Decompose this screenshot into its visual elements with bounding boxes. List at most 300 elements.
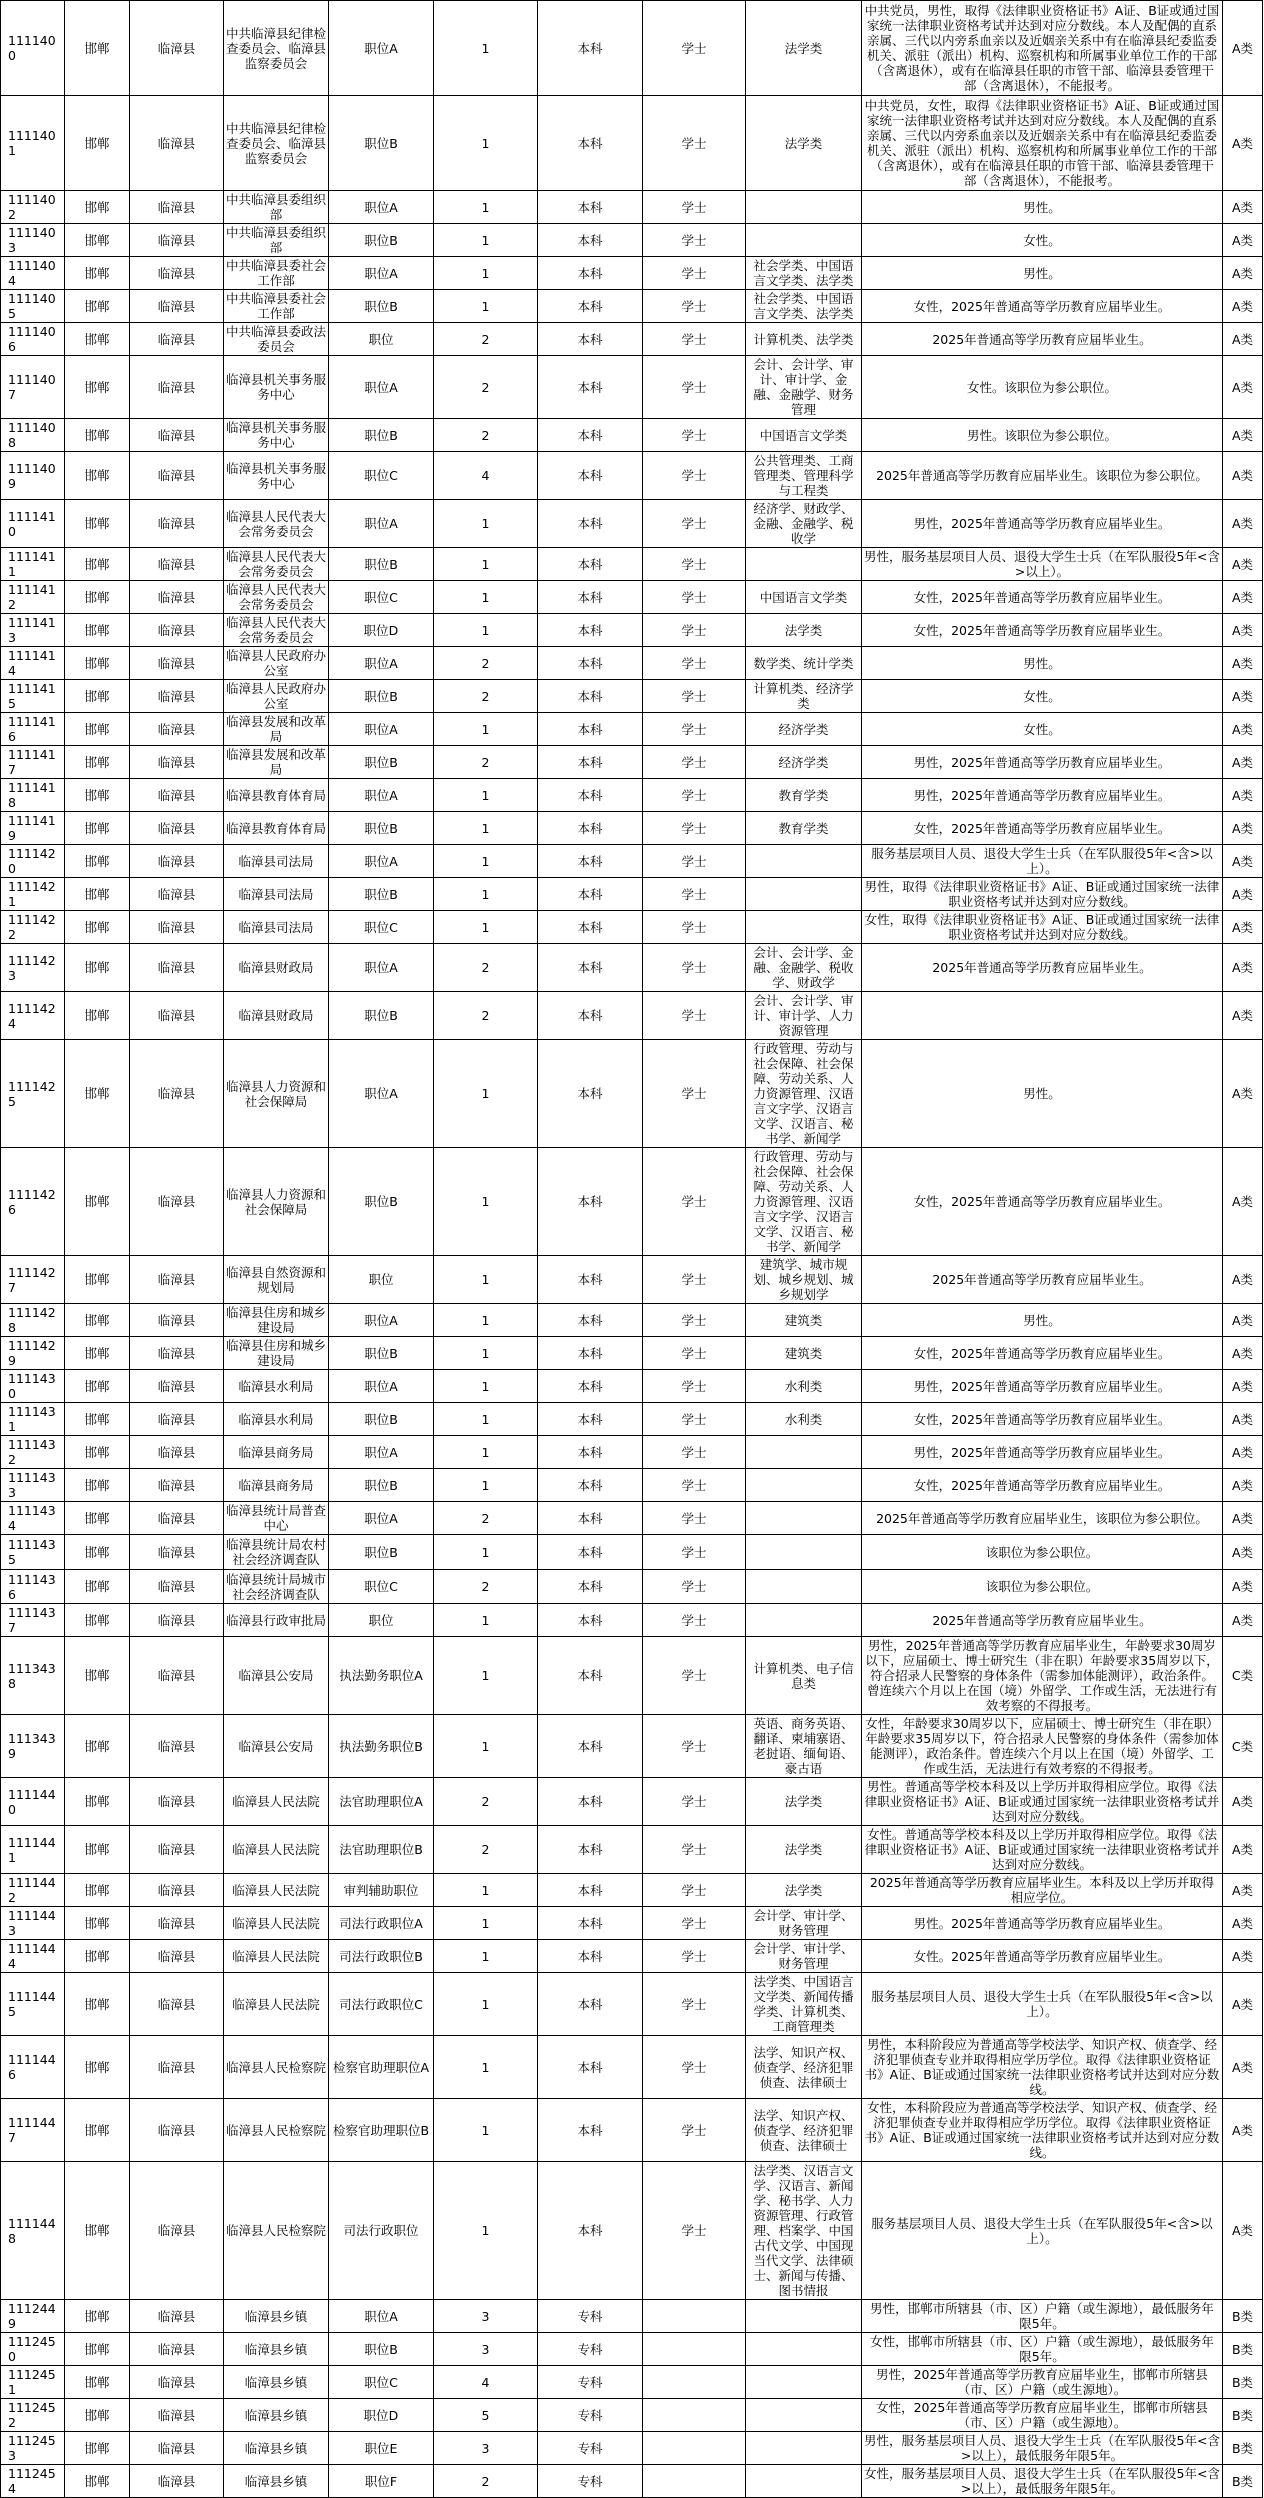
major-cell: 建筑类: [746, 1304, 862, 1337]
education-cell: 本科: [538, 779, 643, 812]
county-cell: 临漳县: [130, 1502, 224, 1535]
county-cell: 临漳县: [130, 452, 224, 500]
position-code-cell: 1111447: [1, 2099, 65, 2162]
city-cell: 邯郸: [65, 2465, 130, 2498]
requirements-cell: 2025年普通高等学历教育应届毕业生，该职位为参公职位。: [862, 1502, 1223, 1535]
recruit-count-cell: 1: [434, 548, 538, 581]
city-cell: 邯郸: [65, 1637, 130, 1715]
city-cell: 邯郸: [65, 1826, 130, 1874]
recruit-count-cell: 2: [434, 419, 538, 452]
recruit-count-cell: 1: [434, 845, 538, 878]
requirements-cell: 女性，本科阶段应为普通高等学校法学、知识产权、侦查学、经济犯罪侦查专业并取得相应学历学位。取得《法律职业资格证书》A证、B证或通过国家统一法律职业资格考试并达到对应分数线。: [862, 2099, 1223, 2162]
position-name-cell: 司法行政职位C: [329, 1973, 434, 2036]
education-cell: 本科: [538, 1370, 643, 1403]
employer-cell: 临漳县乡镇: [224, 2366, 329, 2399]
requirements-cell: 男性。: [862, 257, 1223, 290]
degree-cell: 学士: [643, 419, 746, 452]
position-code-cell: 1111431: [1, 1403, 65, 1436]
position-code-cell: 1111420: [1, 845, 65, 878]
education-cell: 本科: [538, 2036, 643, 2099]
county-cell: 临漳县: [130, 356, 224, 419]
exam-category-cell: A类: [1223, 1940, 1263, 1973]
county-cell: 临漳县: [130, 2036, 224, 2099]
major-cell: 社会学类、中国语言文学类、法学类: [746, 257, 862, 290]
position-code-cell: 1111425: [1, 1040, 65, 1148]
table-row: [1, 452, 1263, 500]
position-code-cell: 1111446: [1, 2036, 65, 2099]
city-cell: 邯郸: [65, 746, 130, 779]
recruit-count-cell: 1: [434, 1403, 538, 1436]
requirements-cell: 2025年普通高等学历教育应届毕业生。: [862, 323, 1223, 356]
recruit-count-cell: 1: [434, 290, 538, 323]
exam-category-cell: A类: [1223, 1148, 1263, 1256]
exam-category-cell: A类: [1223, 356, 1263, 419]
major-cell: 建筑学、城市规划、城乡规划、城乡规划学: [746, 1256, 862, 1304]
county-cell: 临漳县: [130, 191, 224, 224]
employer-cell: 中共临漳县委组织部: [224, 191, 329, 224]
table-row: [1, 290, 1263, 323]
table-row: [1, 2366, 1263, 2399]
position-name-cell: 职位B: [329, 1535, 434, 1570]
education-cell: 本科: [538, 452, 643, 500]
exam-category-cell: A类: [1223, 878, 1263, 911]
employer-cell: 临漳县乡镇: [224, 2399, 329, 2432]
requirements-cell: 男性，2025年普通高等学历教育应届毕业生。: [862, 1370, 1223, 1403]
education-cell: 本科: [538, 257, 643, 290]
position-name-cell: 职位B: [329, 992, 434, 1040]
position-name-cell: 职位B: [329, 290, 434, 323]
table-row: [1, 2432, 1263, 2465]
position-name-cell: 职位C: [329, 911, 434, 944]
table-row: [1, 1535, 1263, 1570]
education-cell: 本科: [538, 290, 643, 323]
position-code-cell: 1111413: [1, 614, 65, 647]
employer-cell: 中共临漳县委组织部: [224, 224, 329, 257]
position-code-cell: 1111422: [1, 911, 65, 944]
education-cell: 本科: [538, 1, 643, 96]
county-cell: 临漳县: [130, 1973, 224, 2036]
county-cell: 临漳县: [130, 845, 224, 878]
position-code-cell: 1111423: [1, 944, 65, 992]
city-cell: 邯郸: [65, 96, 130, 191]
table-row: [1, 1148, 1263, 1256]
position-name-cell: 司法行政职位A: [329, 1907, 434, 1940]
exam-category-cell: A类: [1223, 581, 1263, 614]
table-row: [1, 2399, 1263, 2432]
recruit-count-cell: 2: [434, 680, 538, 713]
position-code-cell: 1111401: [1, 96, 65, 191]
exam-category-cell: A类: [1223, 779, 1263, 812]
education-cell: 本科: [538, 1337, 643, 1370]
table-row: [1, 96, 1263, 191]
requirements-cell: 中共党员，女性，取得《法律职业资格证书》A证、B证或通过国家统一法律职业资格考试并达到对应分数线。本人及配偶的直系亲属、三代以内旁系血亲以及近姻亲关系中有在临漳县纪委监委机关、派驻（派出）机构、巡察机构和所属事业单位工作的干部（含离退休），或有在临漳县任职的市管干部、临漳县委管理干部（含离退休），不能报考。: [862, 96, 1223, 191]
employer-cell: 临漳县司法局: [224, 845, 329, 878]
recruit-count-cell: 5: [434, 2399, 538, 2432]
major-cell: [746, 878, 862, 911]
table-row: [1, 224, 1263, 257]
position-code-cell: 1111442: [1, 1874, 65, 1907]
county-cell: 临漳县: [130, 2162, 224, 2300]
county-cell: 临漳县: [130, 1874, 224, 1907]
table-row: [1, 1604, 1263, 1637]
employer-cell: 临漳县公安局: [224, 1715, 329, 1778]
requirements-cell: 男性。: [862, 1304, 1223, 1337]
table-row: [1, 1256, 1263, 1304]
county-cell: 临漳县: [130, 419, 224, 452]
city-cell: 邯郸: [65, 1337, 130, 1370]
education-cell: 本科: [538, 1040, 643, 1148]
employer-cell: 临漳县乡镇: [224, 2333, 329, 2366]
employer-cell: 临漳县机关事务服务中心: [224, 419, 329, 452]
degree-cell: 学士: [643, 1874, 746, 1907]
county-cell: 临漳县: [130, 1337, 224, 1370]
major-cell: 行政管理、劳动与社会保障、社会保障、劳动关系、人力资源管理、汉语言文字学、汉语言文学、汉语言、秘书学、新闻学: [746, 1040, 862, 1148]
employer-cell: 临漳县乡镇: [224, 2300, 329, 2333]
position-name-cell: 审判辅助职位: [329, 1874, 434, 1907]
employer-cell: 临漳县发展和改革局: [224, 746, 329, 779]
county-cell: 临漳县: [130, 614, 224, 647]
exam-category-cell: A类: [1223, 191, 1263, 224]
employer-cell: 临漳县人民法院: [224, 1826, 329, 1874]
position-name-cell: 职位: [329, 1256, 434, 1304]
recruit-count-cell: 1: [434, 1148, 538, 1256]
position-code-cell: 1111400: [1, 1, 65, 96]
recruit-count-cell: 1: [434, 1, 538, 96]
county-cell: 临漳县: [130, 323, 224, 356]
county-cell: 临漳县: [130, 1040, 224, 1148]
degree-cell: 学士: [643, 191, 746, 224]
requirements-cell: 女性，2025年普通高等学历教育应届毕业生。: [862, 1148, 1223, 1256]
requirements-cell: 女性。: [862, 224, 1223, 257]
requirements-cell: 男性，2025年普通高等学历教育应届毕业生。: [862, 500, 1223, 548]
degree-cell: 学士: [643, 944, 746, 992]
recruit-count-cell: 1: [434, 96, 538, 191]
employer-cell: 临漳县机关事务服务中心: [224, 356, 329, 419]
exam-category-cell: A类: [1223, 1040, 1263, 1148]
position-code-cell: 1113438: [1, 1637, 65, 1715]
degree-cell: 学士: [643, 1502, 746, 1535]
major-cell: [746, 2333, 862, 2366]
position-code-cell: 1111424: [1, 992, 65, 1040]
recruit-count-cell: 1: [434, 1715, 538, 1778]
exam-category-cell: A类: [1223, 323, 1263, 356]
degree-cell: 学士: [643, 224, 746, 257]
requirements-cell: 男性。该职位为参公职位。: [862, 419, 1223, 452]
county-cell: 临漳县: [130, 1940, 224, 1973]
employer-cell: 中共临漳县纪律检查委员会、临漳县监察委员会: [224, 1, 329, 96]
table-row: [1, 1778, 1263, 1826]
recruit-count-cell: 1: [434, 1973, 538, 2036]
major-cell: [746, 1502, 862, 1535]
county-cell: 临漳县: [130, 96, 224, 191]
city-cell: 邯郸: [65, 779, 130, 812]
education-cell: 本科: [538, 614, 643, 647]
degree-cell: 学士: [643, 96, 746, 191]
employer-cell: 临漳县教育体育局: [224, 779, 329, 812]
major-cell: 中国语言文学类: [746, 419, 862, 452]
requirements-cell: 女性。该职位为参公职位。: [862, 356, 1223, 419]
county-cell: 临漳县: [130, 224, 224, 257]
city-cell: 邯郸: [65, 2099, 130, 2162]
position-name-cell: 职位A: [329, 1436, 434, 1469]
city-cell: 邯郸: [65, 1040, 130, 1148]
requirements-cell: 男性，2025年普通高等学历教育应届毕业生。: [862, 1436, 1223, 1469]
recruit-count-cell: 1: [434, 257, 538, 290]
major-cell: 法学、知识产权、侦查学、经济犯罪侦查、法律硕士: [746, 2099, 862, 2162]
exam-category-cell: A类: [1223, 614, 1263, 647]
degree-cell: 学士: [643, 1469, 746, 1502]
exam-category-cell: A类: [1223, 1403, 1263, 1436]
table-row: [1, 647, 1263, 680]
table-row: [1, 1907, 1263, 1940]
education-cell: 专科: [538, 2366, 643, 2399]
requirements-cell: 女性，2025年普通高等学历教育应届毕业生。: [862, 581, 1223, 614]
county-cell: 临漳县: [130, 878, 224, 911]
exam-category-cell: A类: [1223, 1874, 1263, 1907]
exam-category-cell: C类: [1223, 1715, 1263, 1778]
exam-category-cell: A类: [1223, 548, 1263, 581]
degree-cell: [643, 2366, 746, 2399]
major-cell: [746, 845, 862, 878]
position-code-cell: 1111405: [1, 290, 65, 323]
education-cell: 本科: [538, 1778, 643, 1826]
education-cell: 本科: [538, 1715, 643, 1778]
exam-category-cell: A类: [1223, 1778, 1263, 1826]
city-cell: 邯郸: [65, 1535, 130, 1570]
position-name-cell: 法官助理职位B: [329, 1826, 434, 1874]
position-code-cell: 1111440: [1, 1778, 65, 1826]
recruit-count-cell: 2: [434, 1826, 538, 1874]
table-row: [1, 680, 1263, 713]
position-name-cell: 职位B: [329, 1337, 434, 1370]
table-row: [1, 1973, 1263, 2036]
employer-cell: 临漳县人民检察院: [224, 2099, 329, 2162]
education-cell: 专科: [538, 2465, 643, 2498]
position-name-cell: 职位A: [329, 1, 434, 96]
exam-category-cell: A类: [1223, 911, 1263, 944]
requirements-cell: 男性，服务基层项目人员、退役大学生士兵（在军队服役5年<含>以上）。: [862, 548, 1223, 581]
county-cell: 临漳县: [130, 500, 224, 548]
recruit-count-cell: 1: [434, 2162, 538, 2300]
county-cell: 临漳县: [130, 290, 224, 323]
position-name-cell: 职位B: [329, 1469, 434, 1502]
city-cell: 邯郸: [65, 1436, 130, 1469]
recruit-count-cell: 2: [434, 356, 538, 419]
recruit-count-cell: 2: [434, 944, 538, 992]
recruit-count-cell: 2: [434, 1570, 538, 1604]
requirements-cell: 2025年普通高等学历教育应届毕业生。该职位为参公职位。: [862, 452, 1223, 500]
employer-cell: 临漳县行政审批局: [224, 1604, 329, 1637]
degree-cell: 学士: [643, 878, 746, 911]
table-row: [1, 1715, 1263, 1778]
city-cell: 邯郸: [65, 1304, 130, 1337]
education-cell: 本科: [538, 1874, 643, 1907]
table-row: [1, 1337, 1263, 1370]
recruit-count-cell: 1: [434, 1469, 538, 1502]
employer-cell: 临漳县住房和城乡建设局: [224, 1304, 329, 1337]
degree-cell: 学士: [643, 2099, 746, 2162]
position-code-cell: 1111409: [1, 452, 65, 500]
recruit-count-cell: 1: [434, 500, 538, 548]
major-cell: 水利类: [746, 1403, 862, 1436]
recruit-count-cell: 4: [434, 452, 538, 500]
recruit-count-cell: 1: [434, 1874, 538, 1907]
recruit-count-cell: 1: [434, 1436, 538, 1469]
city-cell: 邯郸: [65, 944, 130, 992]
county-cell: 临漳县: [130, 1907, 224, 1940]
position-code-cell: 1111441: [1, 1826, 65, 1874]
county-cell: 临漳县: [130, 548, 224, 581]
requirements-cell: 女性。普通高等学校本科及以上学历并取得相应学位。取得《法律职业资格证书》A证、B证或通过国家统一法律职业资格考试并达到对应分数线。: [862, 1826, 1223, 1874]
degree-cell: 学士: [643, 1148, 746, 1256]
exam-category-cell: A类: [1223, 944, 1263, 992]
employer-cell: 临漳县统计局农村社会经济调查队: [224, 1535, 329, 1570]
county-cell: 临漳县: [130, 680, 224, 713]
county-cell: 临漳县: [130, 257, 224, 290]
position-code-cell: 1111412: [1, 581, 65, 614]
position-code-cell: 1111433: [1, 1469, 65, 1502]
employer-cell: 临漳县人民法院: [224, 1874, 329, 1907]
education-cell: 本科: [538, 1304, 643, 1337]
position-name-cell: 职位C: [329, 452, 434, 500]
county-cell: 临漳县: [130, 1826, 224, 1874]
position-code-cell: 1111430: [1, 1370, 65, 1403]
city-cell: 邯郸: [65, 356, 130, 419]
position-code-cell: 1111429: [1, 1337, 65, 1370]
education-cell: 本科: [538, 1570, 643, 1604]
requirements-cell: 女性，2025年普通高等学历教育应届毕业生。: [862, 1337, 1223, 1370]
major-cell: 法学类: [746, 1778, 862, 1826]
requirements-cell: 男性，2025年普通高等学历教育应届毕业生。: [862, 746, 1223, 779]
employer-cell: 临漳县人民政府办公室: [224, 647, 329, 680]
major-cell: [746, 911, 862, 944]
requirements-cell: 男性，取得《法律职业资格证书》A证、B证或通过国家统一法律职业资格考试并达到对应分数线。: [862, 878, 1223, 911]
degree-cell: 学士: [643, 1535, 746, 1570]
exam-category-cell: A类: [1223, 224, 1263, 257]
county-cell: 临漳县: [130, 944, 224, 992]
position-name-cell: 职位B: [329, 2333, 434, 2366]
position-code-cell: 1111443: [1, 1907, 65, 1940]
exam-category-cell: A类: [1223, 812, 1263, 845]
position-name-cell: 检察官助理职位A: [329, 2036, 434, 2099]
exam-category-cell: A类: [1223, 1604, 1263, 1637]
degree-cell: 学士: [643, 1973, 746, 2036]
recruit-count-cell: 1: [434, 1940, 538, 1973]
requirements-cell: 男性，本科阶段应为普通高等学校法学、知识产权、侦查学、经济犯罪侦查专业并取得相应学历学位。取得《法律职业资格证书》A证、B证或通过国家统一法律职业资格考试并达到对应分数线。: [862, 2036, 1223, 2099]
degree-cell: 学士: [643, 1715, 746, 1778]
degree-cell: 学士: [643, 581, 746, 614]
table-row: [1, 191, 1263, 224]
education-cell: 本科: [538, 1907, 643, 1940]
position-name-cell: 职位A: [329, 356, 434, 419]
recruit-count-cell: 2: [434, 2465, 538, 2498]
table-row: [1, 1403, 1263, 1436]
city-cell: 邯郸: [65, 1907, 130, 1940]
recruit-count-cell: 1: [434, 1907, 538, 1940]
degree-cell: 学士: [643, 992, 746, 1040]
exam-category-cell: A类: [1223, 680, 1263, 713]
exam-category-cell: B类: [1223, 2333, 1263, 2366]
education-cell: 本科: [538, 812, 643, 845]
education-cell: 本科: [538, 746, 643, 779]
employer-cell: 中共临漳县委社会工作部: [224, 290, 329, 323]
degree-cell: 学士: [643, 1403, 746, 1436]
employer-cell: 中共临漳县纪律检查委员会、临漳县监察委员会: [224, 96, 329, 191]
major-cell: 法学类: [746, 96, 862, 191]
table-row: [1, 911, 1263, 944]
city-cell: 邯郸: [65, 1403, 130, 1436]
table-row: [1, 845, 1263, 878]
major-cell: 法学类: [746, 1826, 862, 1874]
education-cell: 本科: [538, 2099, 643, 2162]
table-row: [1, 1502, 1263, 1535]
major-cell: [746, 2300, 862, 2333]
degree-cell: 学士: [643, 1256, 746, 1304]
table-row: [1, 614, 1263, 647]
county-cell: 临漳县: [130, 1778, 224, 1826]
city-cell: 邯郸: [65, 713, 130, 746]
county-cell: 临漳县: [130, 779, 224, 812]
requirements-cell: 女性，2025年普通高等学历教育应届毕业生。: [862, 1469, 1223, 1502]
employer-cell: 临漳县发展和改革局: [224, 713, 329, 746]
education-cell: 本科: [538, 878, 643, 911]
recruit-count-cell: 1: [434, 779, 538, 812]
county-cell: 临漳县: [130, 1604, 224, 1637]
county-cell: 临漳县: [130, 1370, 224, 1403]
requirements-cell: 该职位为参公职位。: [862, 1535, 1223, 1570]
major-cell: 公共管理类、工商管理类、管理科学与工程类: [746, 452, 862, 500]
position-name-cell: 职位B: [329, 1403, 434, 1436]
employer-cell: 中共临漳县委社会工作部: [224, 257, 329, 290]
table-row: [1, 1436, 1263, 1469]
recruit-count-cell: 1: [434, 812, 538, 845]
degree-cell: 学士: [643, 2162, 746, 2300]
position-name-cell: 执法勤务职位B: [329, 1715, 434, 1778]
city-cell: 邯郸: [65, 500, 130, 548]
table-row: [1, 323, 1263, 356]
recruit-count-cell: 1: [434, 614, 538, 647]
education-cell: 本科: [538, 1973, 643, 2036]
city-cell: 邯郸: [65, 1570, 130, 1604]
table-row: [1, 548, 1263, 581]
position-name-cell: 职位A: [329, 845, 434, 878]
county-cell: 临漳县: [130, 2432, 224, 2465]
position-name-cell: 职位B: [329, 878, 434, 911]
city-cell: 邯郸: [65, 1973, 130, 2036]
county-cell: 临漳县: [130, 746, 224, 779]
employer-cell: 临漳县统计局城市社会经济调查队: [224, 1570, 329, 1604]
employer-cell: 临漳县乡镇: [224, 2432, 329, 2465]
exam-category-cell: A类: [1223, 1436, 1263, 1469]
table-row: [1, 944, 1263, 992]
education-cell: 本科: [538, 845, 643, 878]
recruit-count-cell: 1: [434, 581, 538, 614]
major-cell: [746, 2432, 862, 2465]
major-cell: 计算机类、法学类: [746, 323, 862, 356]
city-cell: 邯郸: [65, 191, 130, 224]
degree-cell: 学士: [643, 452, 746, 500]
position-name-cell: 职位C: [329, 581, 434, 614]
exam-category-cell: A类: [1223, 2099, 1263, 2162]
county-cell: 临漳县: [130, 1256, 224, 1304]
table-row: [1, 1570, 1263, 1604]
recruit-count-cell: 1: [434, 911, 538, 944]
recruit-count-cell: 1: [434, 1604, 538, 1637]
major-cell: 法学类: [746, 614, 862, 647]
degree-cell: 学士: [643, 1826, 746, 1874]
major-cell: [746, 1570, 862, 1604]
employer-cell: 临漳县财政局: [224, 944, 329, 992]
